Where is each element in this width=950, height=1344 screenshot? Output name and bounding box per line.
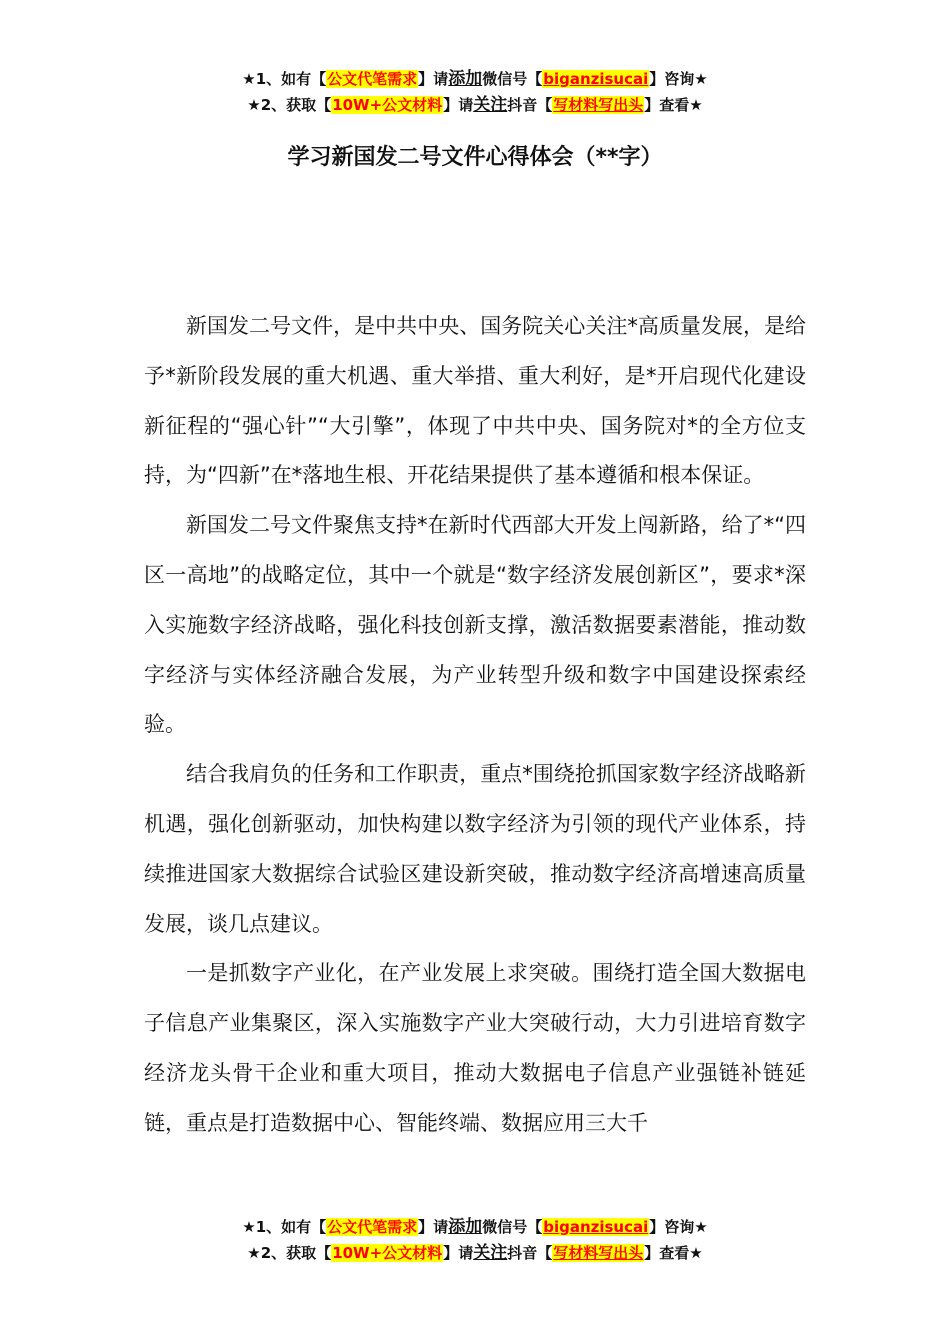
header-line-2-highlight-materials: 10W+公文材料 [332,96,443,114]
footer-line-2-emphasis: 关注 [473,1243,508,1263]
footer-line-2-highlight-materials: 10W+公文材料 [332,1244,443,1262]
header-line-2-prefix: ★2、获取【 [247,96,332,114]
header-line-2-emphasis: 关注 [473,95,508,115]
footer-line-1-text-2: 微信号【 [482,1218,543,1236]
footer-line-2 [0,1240,950,1266]
paragraph-2: 新国发二号文件聚焦支持*在新时代西部大开发上闯新路，给了*“四区一高地”的战略定位，其中一个就是“数字经济发展创新区”，要求*深入实施数字经济战略，强化科技创新支撑，激活数据要素潜能，推动数字经济与实体经济融合发展，为产业转型升级和数字中国建设探索经验。 [144,513,806,737]
footer-line-1-prefix: ★1、如有【 [242,1218,327,1236]
footer-line-2-text-2: 抖音【 [507,1244,553,1262]
paragraph-3: 结合我肩负的任务和工作职责，重点*围绕抢抓国家数字经济战略新机遇，强化创新驱动，加快构建以数字经济为引领的现代产业体系，持续推进国家大数据综合试验区建设新突破，推动数字经济高增速高质量发展，谈几点建议。 [144,762,806,936]
footer-line-1-wechat-id: biganzisucai [543,1218,649,1236]
header-line-1-suffix: 】咨询★ [649,70,708,88]
header-line-2 [0,92,950,118]
header-line-2-suffix: 】查看★ [644,96,703,114]
footer-line-1 [0,1214,950,1240]
footer-line-2-suffix: 】查看★ [644,1244,703,1262]
header-line-1-text: 】请 [418,70,449,88]
footer-line-1-suffix: 】咨询★ [649,1218,708,1236]
header-line-1 [0,66,950,92]
paragraph-4: 一是抓数字产业化，在产业发展上求突破。围绕打造全国大数据电子信息产业集聚区，深入实施数字产业大突破行动，大力引进培育数字经济龙头骨干企业和重大项目，推动大数据电子信息产业强链补链延链，重点是打造数据中心、智能终端、数据应用三大千 [144,961,806,1135]
footer-line-1-highlight-service: 公文代笔需求 [327,1218,418,1236]
header-line-1-text-2: 微信号【 [482,70,543,88]
paragraph-1: 新国发二号文件，是中共中央、国务院关心关注*高质量发展，是给予*新阶段发展的重大机遇、重大举措、重大利好，是*开启现代化建设新征程的“强心针”“大引擎”，体现了中共中央、国务院对*的全方位支持，为“四新”在*落地生根、开花结果提供了基本遵循和根本保证。 [144,314,806,488]
footer-line-2-douyin-id: 写材料写出头 [553,1244,644,1262]
footer-banner [0,1214,950,1266]
footer-line-1-text: 】请 [418,1218,449,1236]
header-line-1-emphasis: 添加 [448,69,483,89]
footer-line-2-prefix: ★2、获取【 [247,1244,332,1262]
header-line-2-text-2: 抖音【 [507,96,553,114]
header-line-2-douyin-id: 写材料写出头 [553,96,644,114]
header-line-1-wechat-id: biganzisucai [543,70,649,88]
footer-line-1-emphasis: 添加 [448,1217,483,1237]
document-body [144,302,806,1149]
footer-line-2-text: 】请 [443,1244,474,1262]
document-title: 学习新国发二号文件心得体会（**字） [287,145,663,170]
header-banner [0,66,950,118]
header-line-2-text: 】请 [443,96,474,114]
header-line-1-prefix: ★1、如有【 [242,70,327,88]
header-line-1-highlight-service: 公文代笔需求 [327,70,418,88]
